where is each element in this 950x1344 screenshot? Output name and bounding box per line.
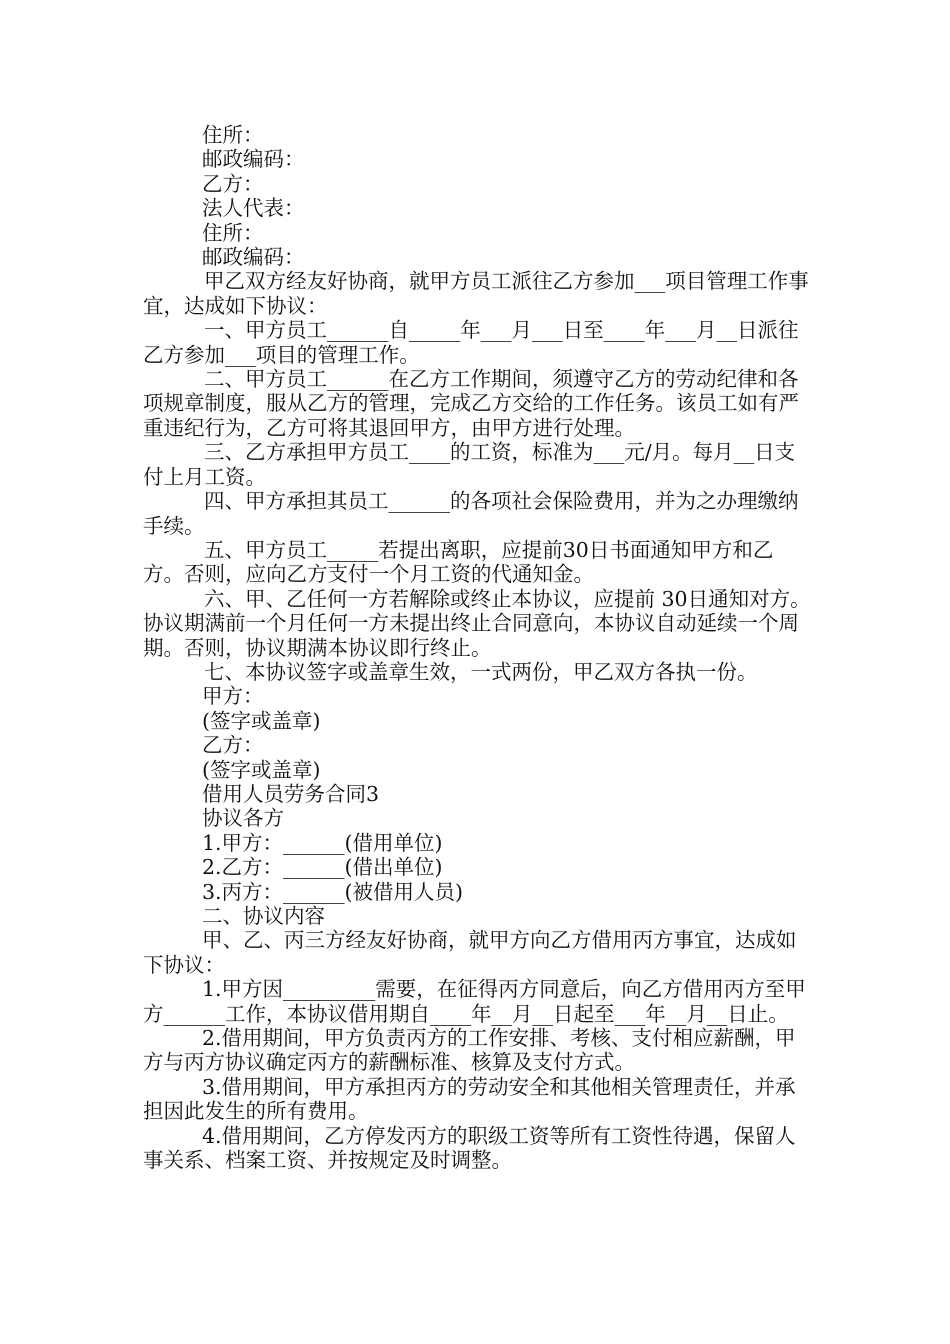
document-body	[143, 123, 813, 1172]
content-intro: 甲、乙、丙三方经友好协商，就甲方向乙方借用丙方事宜，达成如下协议：	[143, 928, 797, 977]
signature-party-b: 乙方：	[202, 733, 264, 758]
content-item-1: 1.甲方因_________需要，在征得丙方同意后，向乙方借用丙方至甲方______工作，本协议借用期自____年__月__日起至___年__月__日止。	[143, 977, 806, 1026]
clause-6: 六、甲、乙任何一方若解除或终止本协议，应提前 30日通知对方。协议期满前一个月任何一方未提出终止合同意向，本协议自动延续一个周期。否则，协议期满本协议即行终止。	[143, 586, 811, 660]
field-address-a: 住所：	[202, 123, 264, 147]
section-content: 二、协议内容	[202, 904, 325, 928]
party-3: 3.丙方：______(被借用人员)	[202, 879, 464, 904]
content-item-4: 4.借用期间，乙方停发丙方的职级工资等所有工资性待遇，保留人事关系、档案工资、并按规定及时调整。	[143, 1123, 796, 1173]
field-postcode-b: 邮政编码：	[202, 245, 305, 270]
content-item-3: 3.借用期间，甲方承担丙方的劳动安全和其他相关管理责任，并承担因此发生的所有费用。	[143, 1074, 796, 1124]
field-postcode-a: 邮政编码：	[202, 147, 305, 172]
clause-7: 七、本协议签字或盖章生效，一式两份，甲乙双方各执一份。	[204, 659, 758, 684]
field-legal-rep-b: 法人代表：	[202, 196, 305, 221]
content-item-2: 2.借用期间，甲方负责丙方的工作安排、考核、支付相应薪酬，甲方与丙方协议确定丙方的薪酬标准、核算及支付方式。	[143, 1026, 796, 1075]
clause-4: 四、甲方承担其员工______的各项社会保险费用，并为之办理缴纳手续。	[143, 489, 799, 538]
agreement-intro: 甲乙双方经友好协商，就甲方员工派往乙方参加___项目管理工作事宜，达成如下协议：	[143, 269, 809, 318]
signature-party-a: 甲方：	[202, 684, 264, 709]
field-address-b: 住所：	[202, 220, 264, 245]
signature-note-a: (签字或盖章)	[202, 708, 321, 733]
clause-1: 一、甲方员工______自_____年___月___日至____年___月__日派往乙方参加___项目的管理工作。	[143, 318, 799, 367]
clause-5: 五、甲方员工_____若提出离职，应提前30日书面通知甲方和乙方。否则，应向乙方支付一个月工资的代通知金。	[143, 537, 774, 587]
contract-title: 借用人员劳务合同3	[202, 781, 380, 806]
field-party-b: 乙方：	[202, 171, 264, 196]
party-1: 1.甲方：______(借用单位)	[202, 830, 443, 855]
section-parties: 协议各方	[202, 806, 284, 831]
party-2: 2.乙方：______(借出单位)	[202, 855, 443, 880]
clause-3: 三、乙方承担甲方员工____的工资，标准为___元/月。每月__日支付上月工资。	[143, 440, 796, 489]
clause-2: 二、甲方员工______在乙方工作期间，须遵守乙方的劳动纪律和各项规章制度，服从乙方的管理，完成乙方交给的工作任务。该员工如有严重违纪行为，乙方可将其退回甲方，由甲方进行处理。	[143, 367, 799, 440]
signature-note-b: (签字或盖章)	[202, 757, 321, 782]
